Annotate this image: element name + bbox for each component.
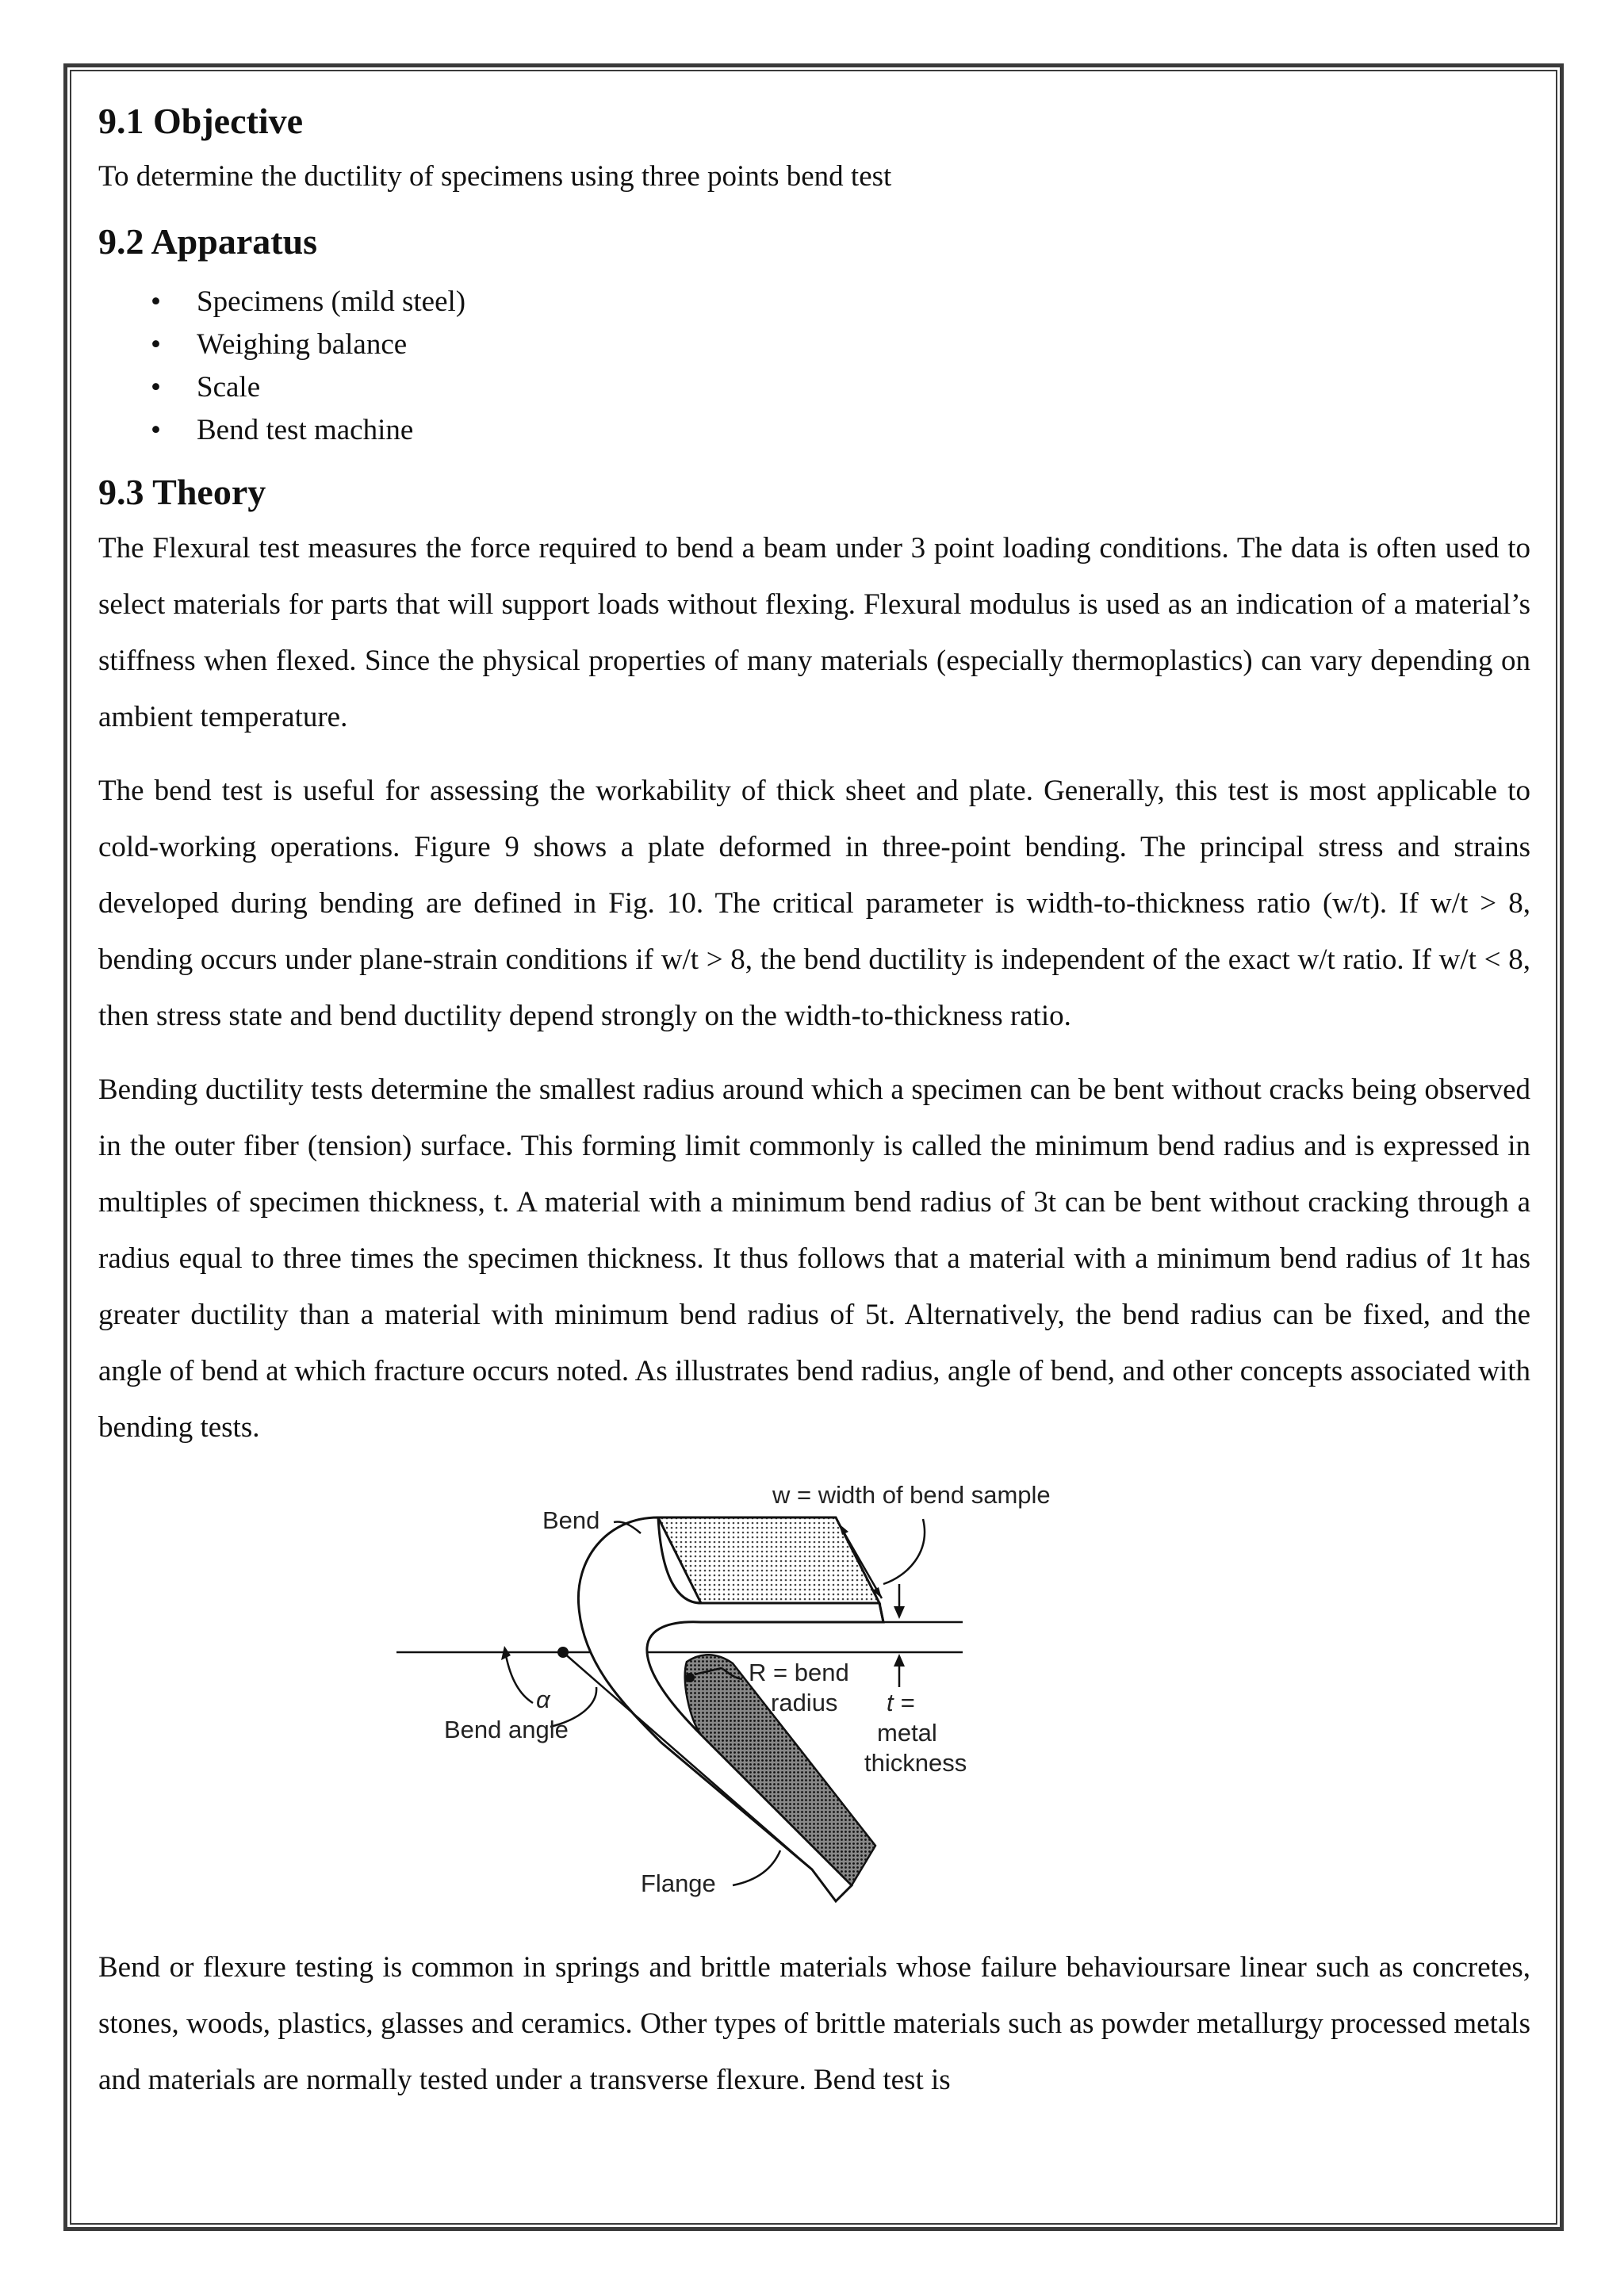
alpha-label: α xyxy=(536,1686,550,1713)
document-content xyxy=(98,94,1530,2126)
list-item: • Specimens (mild steel) xyxy=(98,281,1530,323)
thickness-label-2: metal xyxy=(877,1719,937,1747)
theory-paragraph-2: The bend test is useful for assessing the workability of thick sheet and plate. Generally, this test is most applicable to cold-working operations. Figure 9 shows a plate deformed in three-point bending. The principal stress and strains developed during bending are defined in Fig. 10. The critical parameter is width-to-thickness ratio (w/t). If w/t > 8, bending occurs under plane-strain conditions if w/t > 8, the bend ductility is independent of the exact w/t ratio. If w/t < 8, then stress state and bend ductility depend strongly on the width-to-thickness ratio. xyxy=(98,775,1530,1032)
bullet-icon: • xyxy=(151,285,161,318)
theory-paragraph-4: Bend or flexure testing is common in springs and brittle materials whose failure behavioursare linear such as concretes, stones, woods, plastics, glasses and ceramics. Other types of brittle materials such as powder metallurgy processed metals and materials are normally tested under a transverse flexure. Bend test is xyxy=(98,1951,1530,2096)
bend-angle-label: Bend angle xyxy=(444,1716,569,1743)
thickness-label-1: t = xyxy=(887,1689,915,1716)
bullet-icon: • xyxy=(151,328,161,361)
theory-paragraph-3: Bending ductility tests determine the smallest radius around which a specimen can be bent without cracks being observed in the outer fiber (tension) surface. This forming limit commonly is called the minimum bend radius and is expressed in multiples of specimen thickness, t. A material with a minimum bend radius of 3t can be bent without cracking through a radius equal to three times the specimen thickness. It thus follows that a material with a minimum bend radius of 1t has greater ductility than a material with minimum bend radius of 5t. Alternatively, the bend radius can be fixed, and the angle of bend at which fracture occurs noted. As illustrates bend radius, angle of bend, and other concepts associated with bending tests. xyxy=(98,1073,1530,1444)
radius-label-1: R = bend xyxy=(749,1659,849,1686)
thickness-label-3: thickness xyxy=(864,1749,967,1777)
list-item: • Bend test machine xyxy=(98,409,1530,452)
apparatus-list xyxy=(98,281,1530,452)
radius-label-2: radius xyxy=(771,1689,838,1716)
bullet-icon: • xyxy=(151,414,161,446)
apparatus-heading: 9.2 Apparatus xyxy=(98,221,318,262)
width-label: w = width of bend sample xyxy=(772,1481,1051,1509)
list-item: • Scale xyxy=(98,366,1530,409)
bend-label: Bend xyxy=(542,1506,600,1534)
list-item: • Weighing balance xyxy=(98,323,1530,366)
width-leader xyxy=(883,1519,925,1584)
theory-heading: 9.3 Theory xyxy=(98,472,266,512)
objective-text: To determine the ductility of specimens using three points bend test xyxy=(98,160,892,193)
theory-paragraph-1: The Flexural test measures the force required to bend a beam under 3 point loading conditions. The data is often used to select materials for parts that will support loads without flexing. Flexural modulus is used as an indication of a material’s stiffness when flexed. Since the physical properties of many materials (especially thermoplastics) can vary depending on ambient temperature. xyxy=(98,532,1530,733)
bend-test-figure xyxy=(98,1473,1530,1925)
flange-label: Flange xyxy=(641,1869,716,1897)
bullet-icon: • xyxy=(151,371,161,404)
objective-heading: 9.1 Objective xyxy=(98,101,304,141)
